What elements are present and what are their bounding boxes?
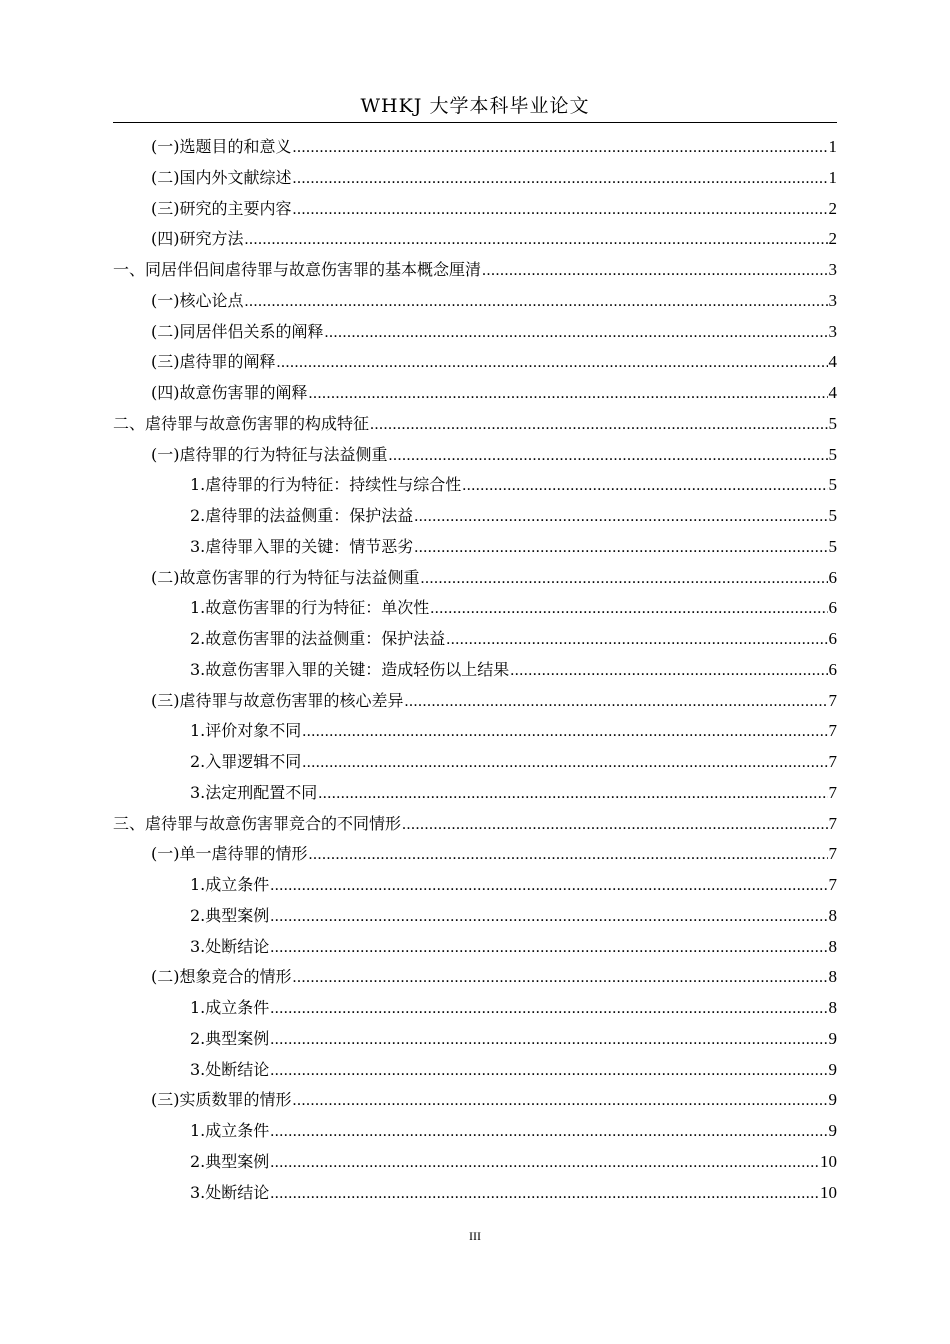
page-number: III	[469, 1229, 481, 1243]
toc-entry[interactable]	[113, 408, 837, 439]
toc-entry-label: 3.法定刑配置不同	[190, 783, 318, 802]
toc-dot-leader	[402, 809, 827, 840]
toc-dot-leader	[293, 1085, 828, 1116]
toc-entry-label: (一)单一虐待罪的情形	[151, 844, 308, 863]
toc-entry-label: 2.典型案例	[190, 906, 270, 925]
toc-entry-page-number: 1	[828, 168, 837, 187]
page-header-title: WHKJ 大学本科毕业论文	[360, 95, 590, 117]
toc-entry-page-number: 5	[828, 506, 837, 525]
toc-entry[interactable]	[151, 316, 837, 347]
toc-entry-label: 3.处断结论	[190, 1183, 270, 1202]
toc-entry-page-number: 7	[828, 752, 837, 771]
toc-dot-leader	[325, 317, 828, 348]
toc-dot-leader	[270, 870, 827, 901]
toc-entry[interactable]	[151, 223, 837, 254]
toc-entry[interactable]	[190, 900, 837, 931]
toc-dot-leader	[414, 532, 827, 563]
toc-entry-page-number: 7	[828, 721, 837, 740]
toc-entry-label: 1.成立条件	[190, 1121, 270, 1140]
toc-entry[interactable]	[190, 746, 837, 777]
toc-entry-label: (二)故意伤害罪的行为特征与法益侧重	[151, 568, 420, 587]
toc-entry-label: (二)同居伴侣关系的阐释	[151, 322, 324, 341]
toc-entry[interactable]	[151, 1084, 837, 1115]
toc-entry-page-number: 1	[828, 137, 837, 156]
toc-entry[interactable]	[113, 254, 837, 285]
toc-entry-page-number: 7	[828, 844, 837, 863]
toc-entry-page-number: 9	[828, 1029, 837, 1048]
toc-entry-label: (四)故意伤害罪的阐释	[151, 383, 308, 402]
toc-dot-leader	[446, 624, 827, 655]
toc-entry-page-number: 3	[828, 291, 837, 310]
toc-entry-page-number: 9	[828, 1060, 837, 1079]
toc-entry-page-number: 9	[828, 1090, 837, 1109]
toc-entry-page-number: 5	[828, 475, 837, 494]
toc-dot-leader	[302, 716, 827, 747]
toc-dot-leader	[309, 378, 828, 409]
toc-entry-page-number: 6	[828, 629, 837, 648]
toc-entry-label: 1.故意伤害罪的行为特征：单次性	[190, 598, 430, 617]
toc-entry-label: (三)虐待罪的阐释	[151, 352, 276, 371]
toc-entry-page-number: 4	[828, 352, 837, 371]
toc-dot-leader	[270, 1147, 819, 1178]
toc-dot-leader	[277, 347, 828, 378]
toc-entry-page-number: 7	[828, 783, 837, 802]
toc-dot-leader	[389, 440, 828, 471]
header-rule	[113, 122, 837, 123]
toc-entry-label: 三、虐待罪与故意伤害罪竞合的不同情形	[113, 814, 402, 833]
toc-entry-label: 1.成立条件	[190, 998, 270, 1017]
toc-dot-leader	[370, 409, 827, 440]
toc-dot-leader	[270, 1178, 819, 1209]
toc-dot-leader	[245, 224, 828, 255]
toc-entry[interactable]	[190, 592, 837, 623]
toc-entry-page-number: 6	[828, 598, 837, 617]
toc-entry-label: 3.处断结论	[190, 1060, 270, 1079]
toc-entry[interactable]	[190, 992, 837, 1023]
toc-entry[interactable]	[190, 1177, 837, 1208]
toc-entry[interactable]	[151, 346, 837, 377]
toc-entry-page-number: 5	[828, 537, 837, 556]
toc-entry-label: 2.典型案例	[190, 1029, 270, 1048]
toc-entry[interactable]	[190, 531, 837, 562]
toc-entry-label: (三)实质数罪的情形	[151, 1090, 292, 1109]
toc-entry-label: 3.虐待罪入罪的关键：情节恶劣	[190, 537, 414, 556]
toc-entry-label: (一)选题目的和意义	[151, 137, 292, 156]
toc-dot-leader	[430, 593, 827, 624]
toc-entry-page-number: 3	[828, 260, 837, 279]
toc-dot-leader	[482, 255, 827, 286]
toc-entry[interactable]	[190, 1115, 837, 1146]
toc-entry-page-number: 6	[828, 568, 837, 587]
toc-dot-leader	[293, 132, 828, 163]
toc-entry[interactable]	[151, 685, 837, 716]
toc-dot-leader	[414, 501, 827, 532]
toc-entry[interactable]	[190, 623, 837, 654]
toc-entry-label: 一、同居伴侣间虐待罪与故意伤害罪的基本概念厘清	[113, 260, 482, 279]
toc-entry[interactable]	[151, 285, 837, 316]
toc-entry-page-number: 3	[828, 322, 837, 341]
toc-entry-page-number: 2	[828, 199, 837, 218]
toc-dot-leader	[510, 655, 827, 686]
toc-dot-leader	[245, 286, 828, 317]
toc-entry-label: 二、虐待罪与故意伤害罪的构成特征	[113, 414, 370, 433]
toc-entry-page-number: 7	[828, 875, 837, 894]
toc-entry-label: (一)虐待罪的行为特征与法益侧重	[151, 445, 388, 464]
toc-entry-page-number: 6	[828, 660, 837, 679]
toc-entry[interactable]	[151, 562, 837, 593]
toc-entry[interactable]	[190, 1054, 837, 1085]
toc-dot-leader	[270, 1024, 827, 1055]
toc-entry-label: (三)研究的主要内容	[151, 199, 292, 218]
toc-dot-leader	[421, 563, 828, 594]
toc-entry[interactable]	[151, 377, 837, 408]
toc-entry[interactable]	[151, 838, 837, 869]
toc-entry[interactable]	[190, 1146, 837, 1177]
toc-entry[interactable]	[151, 162, 837, 193]
toc-entry-page-number: 7	[828, 691, 837, 710]
toc-dot-leader	[462, 470, 827, 501]
toc-entry[interactable]	[151, 961, 837, 992]
toc-entry-label: 2.虐待罪的法益侧重：保护法益	[190, 506, 414, 525]
toc-dot-leader	[318, 778, 827, 809]
toc-dot-leader	[270, 1055, 827, 1086]
toc-entry[interactable]	[190, 500, 837, 531]
toc-entry[interactable]	[190, 777, 837, 808]
toc-entry-page-number: 9	[828, 1121, 837, 1140]
toc-dot-leader	[270, 901, 827, 932]
toc-dot-leader	[309, 839, 828, 870]
toc-entry[interactable]	[190, 1023, 837, 1054]
toc-entry-page-number: 10	[820, 1152, 837, 1171]
toc-entry-page-number: 5	[828, 414, 837, 433]
toc-dot-leader	[270, 993, 827, 1024]
toc-entry[interactable]	[190, 715, 837, 746]
toc-entry-label: (一)核心论点	[151, 291, 244, 310]
toc-entry-label: (二)国内外文献综述	[151, 168, 292, 187]
toc-entry[interactable]	[151, 193, 837, 224]
toc-entry-page-number: 10	[820, 1183, 837, 1202]
toc-entry-label: 1.评价对象不同	[190, 721, 302, 740]
toc-dot-leader	[405, 686, 828, 717]
toc-entry-label: 2.入罪逻辑不同	[190, 752, 302, 771]
toc-entry-page-number: 8	[828, 937, 837, 956]
toc-entry[interactable]	[151, 439, 837, 470]
toc-dot-leader	[302, 747, 827, 778]
toc-entry-page-number: 8	[828, 906, 837, 925]
toc-entry-page-number: 5	[828, 445, 837, 464]
toc-entry-page-number: 8	[828, 998, 837, 1017]
toc-entry-label: 1.成立条件	[190, 875, 270, 894]
toc-entry-label: (二)想象竞合的情形	[151, 967, 292, 986]
toc-entry-page-number: 8	[828, 967, 837, 986]
toc-entry-label: 1.虐待罪的行为特征：持续性与综合性	[190, 475, 462, 494]
toc-dot-leader	[293, 194, 828, 225]
toc-entry-page-number: 7	[828, 814, 837, 833]
toc-entry[interactable]	[151, 131, 837, 162]
toc-entry-label: 3.故意伤害罪入罪的关键：造成轻伤以上结果	[190, 660, 510, 679]
toc-entry[interactable]	[113, 808, 837, 839]
toc-dot-leader	[270, 1116, 827, 1147]
toc-entry-page-number: 2	[828, 229, 837, 248]
toc-entry[interactable]	[190, 654, 837, 685]
toc-entry[interactable]	[190, 931, 837, 962]
toc-entry-label: 2.故意伤害罪的法益侧重：保护法益	[190, 629, 446, 648]
toc-dot-leader	[293, 962, 828, 993]
toc-entry[interactable]	[190, 469, 837, 500]
toc-dot-leader	[293, 163, 828, 194]
toc-dot-leader	[270, 932, 827, 963]
toc-entry-label: (四)研究方法	[151, 229, 244, 248]
toc-entry-label: 3.处断结论	[190, 937, 270, 956]
toc-entry[interactable]	[190, 869, 837, 900]
toc-entry-label: (三)虐待罪与故意伤害罪的核心差异	[151, 691, 404, 710]
toc-entry-page-number: 4	[828, 383, 837, 402]
toc-entry-label: 2.典型案例	[190, 1152, 270, 1171]
